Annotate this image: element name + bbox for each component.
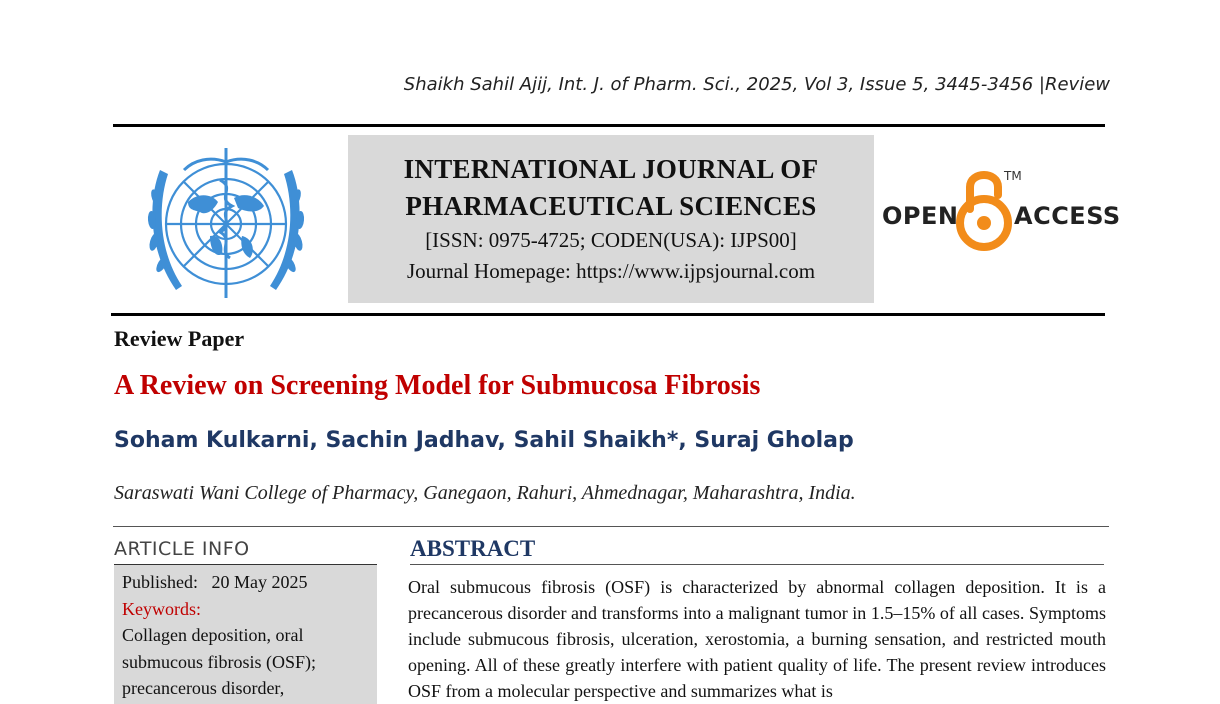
author-list: Soham Kulkarni, Sachin Jadhav, Sahil Shaikh*, Suraj Gholap [114, 428, 854, 453]
open-label: OPEN [882, 202, 959, 230]
article-info-box [114, 564, 377, 704]
running-header: Shaikh Sahil Ajij, Int. J. of Pharm. Sci., 2025, Vol 3, Issue 5, 3445-3456 |Review [403, 74, 1110, 95]
keywords-line: submucous fibrosis (OSF); [122, 651, 317, 672]
trademark-mark: TM [1004, 169, 1022, 183]
open-access-logo [880, 165, 1121, 255]
keywords-label: Keywords: [122, 598, 201, 619]
abstract-text: Oral submucous fibrosis (OSF) is characterized by abnormal collagen deposition. It is a precancerous disorder and transforms into a malignant tumor in 1.5–15% of all cases. Symptoms include submucous fibrosis, ulceration, xerostomia, a burning sensation, and restricted mouth opening. All of these greatly interfere with patient quality of life. The present review introduces OSF from a molecular perspective and summarizes what is [408, 577, 1106, 701]
article-title: A Review on Screening Model for Submucosa Fibrosis [114, 370, 761, 401]
header-rule-top [113, 124, 1105, 127]
journal-title-line1: INTERNATIONAL JOURNAL OF [403, 154, 819, 184]
access-label: ACCESS [1014, 202, 1121, 230]
journal-title-line2: PHARMACEUTICAL SCIENCES [405, 191, 817, 221]
affiliation-rule [113, 526, 1109, 527]
author-affiliation: Saraswati Wani College of Pharmacy, Ganegaon, Rahuri, Ahmednagar, Maharashtra, India. [114, 482, 856, 504]
abstract-heading: ABSTRACT [410, 535, 1104, 565]
published-row [122, 569, 369, 596]
article-info-heading: ARTICLE INFO [114, 538, 250, 560]
journal-issn: [ISSN: 0975-4725; CODEN(USA): IJPS00] [425, 228, 797, 252]
published-date: 20 May 2025 [211, 572, 308, 592]
journal-masthead [348, 135, 874, 303]
published-label: Published: [122, 572, 199, 592]
journal-homepage: Journal Homepage: https://www.ijpsjournal.com [406, 259, 816, 283]
un-emblem-logo [126, 140, 326, 308]
keywords-line: precancerous disorder, [122, 678, 285, 698]
article-type: Review Paper [114, 326, 245, 351]
header-rule-bottom [111, 313, 1105, 316]
keywords-line: Collagen deposition, oral [122, 625, 304, 645]
